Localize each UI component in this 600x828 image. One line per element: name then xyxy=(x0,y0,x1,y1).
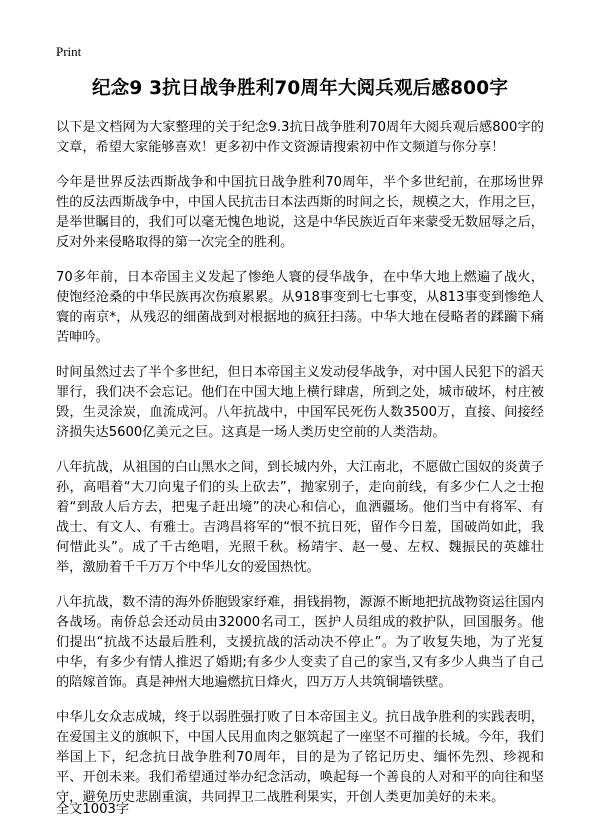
word-count: 全文1003字 xyxy=(56,802,130,817)
article-title: 纪念9 3抗日战争胜利70周年大阅兵观后感800字 xyxy=(91,78,509,99)
article-paragraph: 八年抗战，数不清的海外侨胞毁家纾难，捐钱捐物，源源不断地把抗战物资运往国内各战场。南侨总会还动员由32000名司工，医护人员组成的救护队，回国服务。他们提出“抗战不达最后胜利，支援抗战的活动决不停止”。为了收复失地，为了光复中华，有多少有情人推迟了婚期;有多少人变卖了自己的家当,又有多少人典当了自己的陪嫁首饰。真是神州大地遍燃抗日烽火，四万万人共筑铜墙铁壁。 xyxy=(56,595,544,690)
article-paragraph: 八年抗战，从祖国的白山黑水之间，到长城内外，大江南北，不愿做亡国奴的炎黄子孙，高唱着“大刀向鬼子们的头上砍去”，抛家别子，走向前线，有多少仁人之士抱着“到敌人后方去，把鬼子赶出境”的决心和信心，血洒疆场。他们当中有将军、有战士、有文人、有雅士。吉鸿昌将军的“恨不抗日死，留作今日羞，国破尚如此，我何惜此头”。成了千古绝唱，光照千秋。杨靖宇、赵一曼、左权、魏振民的英雄壮举，激励着千千万万个中华儿女的爱国热忱。 xyxy=(56,460,544,575)
article-body xyxy=(56,118,544,823)
article-paragraph: 以下是文档网为大家整理的关于纪念9.3抗日战争胜利70周年大阅兵观后感800字的文章，希望大家能够喜欢！更多初中作文资源请搜索初中作文频道与你分享！ xyxy=(56,120,544,155)
article-paragraph: 中华儿女众志成城，终于以弱胜强打败了日本帝国主义。抗日战争胜利的实践表明，在爱国主义的旗帜下，中国人民用血肉之躯筑起了一座坚不可摧的长城。今年，我们举国上下，纪念抗日战争胜利70周年，目的是为了铭记历史、缅怀先烈、珍视和平、开创未来。我们希望通过举办纪念活动，唤起每一个善良的人对和平的向往和坚守，避免历史悲剧重演，共同捍卫二战胜利果实，开创人类更加美好的未来。 xyxy=(56,710,544,805)
print-link[interactable]: Print xyxy=(56,44,82,59)
article-paragraph: 今年是世界反法西斯战争和中国抗日战争胜利70周年，半个多世纪前，在那场世界性的反法西斯战争中，中国人民抗击日本法西斯的时间之长，规模之大，作用之巨，是举世瞩目的，我们可以毫无愧色地说，这是中华民族近百年来蒙受无数屈辱之后，反对外来侵略取得的第一次完全的胜利。 xyxy=(56,175,544,250)
article-paragraph: 时间虽然过去了半个多世纪，但日本帝国主义发动侵华战争，对中国人民犯下的滔天罪行，我们决不会忘记。他们在中国大地上横行肆虐，所到之处，城市破坏，村庄被毁，生灵涂炭，血流成河。八年抗战中，中国军民死伤人数3500万，直接、间接经济损失达5600亿美元之巨。这真是一场人类历史空前的人类浩劫。 xyxy=(56,365,544,440)
article-paragraph: 70多年前，日本帝国主义发起了惨绝人寰的侵华战争，在中华大地上燃遍了战火，使饱经沧桑的中华民族再次伤痕累累。从918事变到七七事变，从813事变到惨绝人寰的南京*，从残忍的细菌战到对根据地的疯狂扫荡。中华大地在侵略者的蹂躏下痛苦呻吟。 xyxy=(56,270,544,345)
